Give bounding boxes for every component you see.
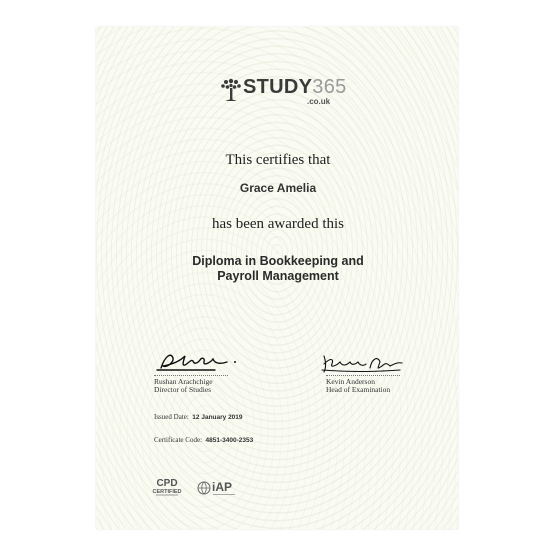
study365-logo xyxy=(219,75,347,109)
director-name: Rushan Arachchige xyxy=(154,377,213,386)
examination-head-name: Kevin Anderson xyxy=(326,377,375,386)
logo-wordmark: STUDY365 xyxy=(243,76,347,98)
signature-line-director xyxy=(154,375,228,376)
director-title: Director of Studies xyxy=(154,385,212,394)
issued-date xyxy=(154,413,243,421)
iap-badge xyxy=(197,481,237,497)
certificate-code-label: Certificate Code: xyxy=(154,436,203,444)
certificate-code-value: 4851-3400-2353 xyxy=(205,437,254,444)
course-title xyxy=(0,254,556,284)
recipient-name: Grace Amelia xyxy=(239,181,317,195)
awarded-text: has been awarded this xyxy=(211,216,345,232)
course-title-line-2: Payroll Management xyxy=(217,269,339,283)
course-title-line-1: Diploma in Bookkeeping and xyxy=(192,254,364,268)
logo-domain: .co.uk xyxy=(307,97,331,106)
certificate-code xyxy=(154,436,253,444)
examination-head-title: Head of Examination xyxy=(326,385,391,394)
signature-examination-head xyxy=(320,350,406,376)
cpd-badge-subtext: CERTIFIED xyxy=(152,489,182,495)
cpd-badge-text: CPD xyxy=(156,478,178,489)
iap-badge-text: iAP xyxy=(212,480,233,494)
tree-icon xyxy=(219,76,243,102)
signature-director xyxy=(155,348,240,376)
issued-date-label: Issued Date: xyxy=(154,413,189,421)
signature-line-examination xyxy=(326,375,400,376)
issued-date-value: 12 January 2019 xyxy=(192,414,243,421)
certifies-text: This certifies that xyxy=(225,152,331,168)
cpd-certified-badge xyxy=(152,476,182,498)
